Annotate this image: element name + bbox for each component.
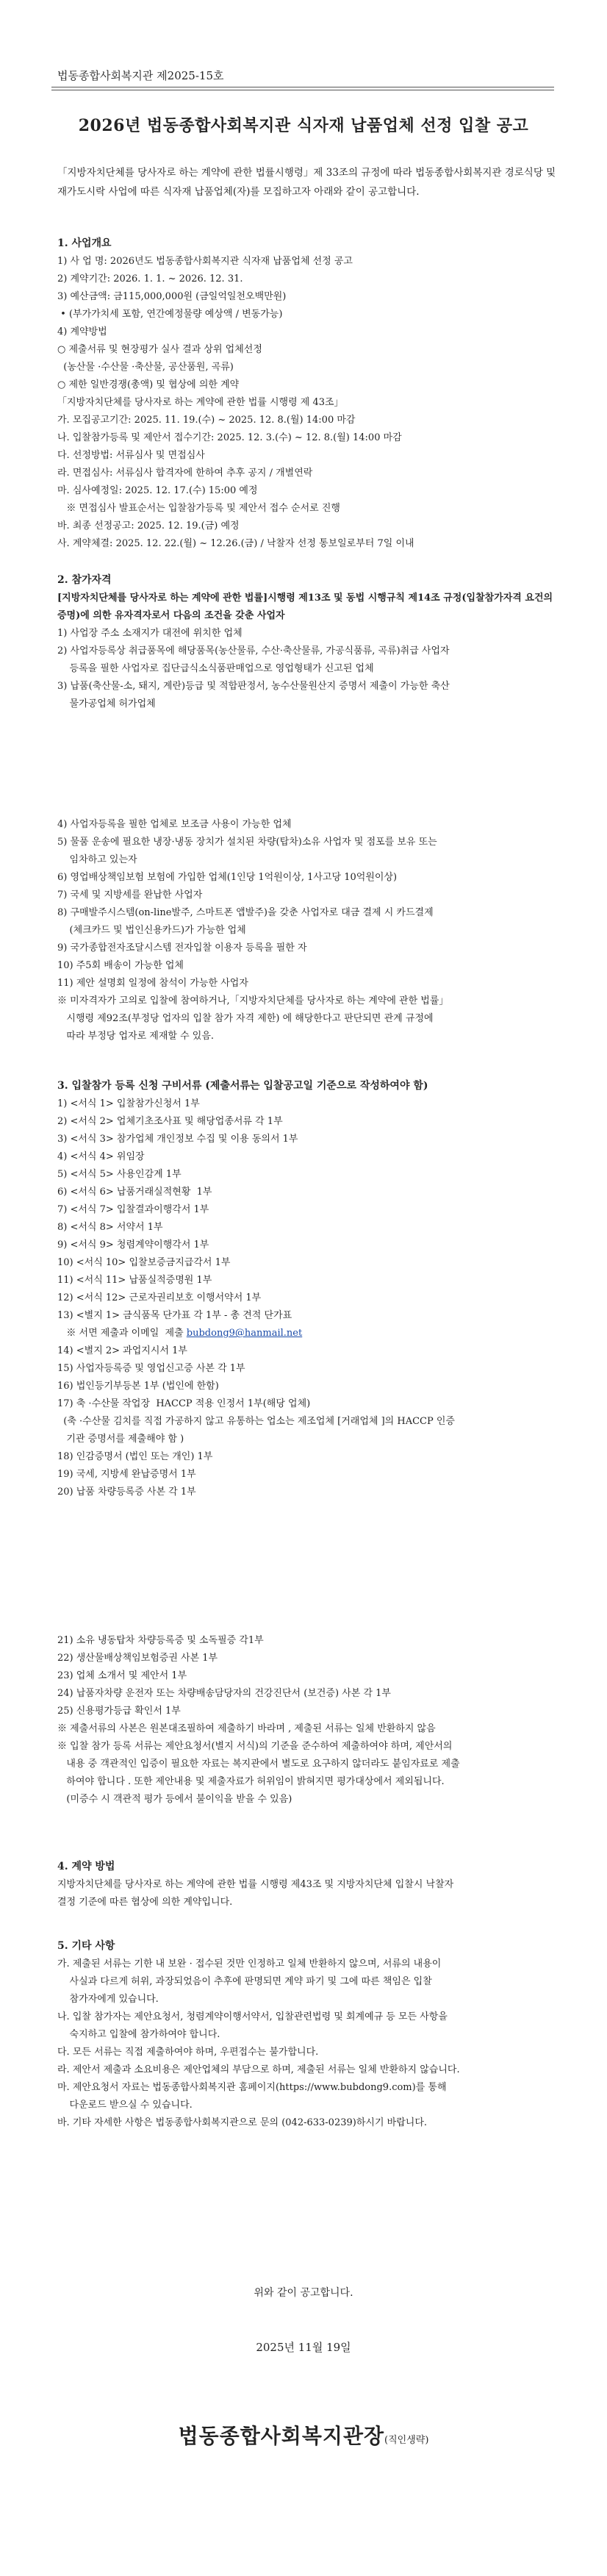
text-line: 1) <서식 1> 입찰참가신청서 1부 xyxy=(57,1098,200,1109)
text-line: 5) 물품 운송에 필요한 냉장·냉동 장치가 설치된 차량(탑차)소유 사업자 및 점포를 보유 또는 xyxy=(57,837,437,848)
section-lines xyxy=(57,1956,557,2132)
text-line: ※ 면접심사 발표순서는 입찰참가등록 및 제안서 접수 순서로 진행 xyxy=(57,503,340,514)
text-line: 6) <서식 6> 납품거래실적현황 1부 xyxy=(57,1187,212,1198)
section-documents-cont xyxy=(57,1632,557,1808)
eligibility-lead: [지방자치단체를 당사자로 하는 계약에 관한 법률]시행령 제13조 및 동법 시행규칙 제14조 규정(입찰참가자격 요건의 증명)에 의한 유자격자로서 다음의 조건을 갖춘 사업자 xyxy=(57,593,556,621)
text-line: 15) 사업자등록증 및 영업신고증 사본 각 1부 xyxy=(57,1363,245,1374)
section-lines xyxy=(57,1095,557,1325)
text-line: 3) 예산금액: 금115,000,000원 (금일억일천오백만원) xyxy=(57,291,287,302)
text-line: 21) 소유 냉동탑차 차량등록증 및 소독필증 각1부 xyxy=(57,1635,264,1646)
text-line: ○ 제출서류 및 현장평가 실사 결과 상위 업체선정 xyxy=(57,344,262,355)
text-line: 19) 국세, 지방세 완납증명서 1부 xyxy=(57,1469,196,1480)
text-line: 나. 입찰참가등록 및 제안서 접수기간: 2025. 12. 3.(수) ~ 12. 8.(월) 14:00 마감 xyxy=(57,432,402,443)
text-line: 9) <서식 9> 청렴계약이행각서 1부 xyxy=(57,1239,209,1251)
text-line: 다. 모든 서류는 직접 제출하여야 하며, 우편접수는 불가합니다. xyxy=(57,2047,319,2058)
text-line: 내용 중 객관적인 입증이 필요한 자료는 복지관에서 별도로 요구하지 않더라도 붙임자료로 제출 xyxy=(57,1759,460,1770)
text-line: ※ 미자격자가 고의로 입찰에 참여하거나,「지방자치단체를 당사자로 하는 계약에 관한 법률」 xyxy=(57,995,449,1006)
text-line: 4) <서식 4> 위임장 xyxy=(57,1151,145,1162)
section-documents xyxy=(57,1076,557,1501)
signature-name: 법동종합사회복지관장 xyxy=(178,2424,385,2448)
section-misc xyxy=(57,1936,557,2132)
text-line: 다. 선정방법: 서류심사 및 면접심사 xyxy=(57,450,205,461)
text-line: (미증수 시 객관적 평가 등에서 불이익을 받을 수 있음) xyxy=(57,1794,292,1805)
text-line: 사실과 다르게 허위, 과장되었음이 추후에 판명되면 계약 파기 및 그에 따른 책임은 입찰 xyxy=(57,1976,432,1987)
section-lines xyxy=(57,816,557,1045)
text-line: 10) <서식 10> 입찰보증금지급각서 1부 xyxy=(57,1257,231,1268)
email-note-text: ※ 서면 제출과 이메일 제출 xyxy=(57,1328,187,1339)
text-line: 10) 주5회 배송이 가능한 업체 xyxy=(57,960,184,971)
intro-text: 「지방자치단체를 당사자로 하는 계약에 관한 법률시행령」제 33조의 규정에 따라 법동종합사회복지관 경로식당 및 재가도시락 사업에 따른 식자재 납품업체(자)를 모집하고자 아래와 같이 공고합니다. xyxy=(57,167,559,198)
section-lines xyxy=(57,625,557,713)
section-contract-method xyxy=(57,1857,557,1911)
text-line: 7) 국세 및 지방세를 완납한 사업자 xyxy=(57,890,203,901)
section-lines xyxy=(57,1876,557,1911)
closing-text: 위와 같이 공고합니다. xyxy=(254,2287,353,2299)
text-line: 23) 업체 소개서 및 제안서 1부 xyxy=(57,1670,187,1681)
text-line: 참가자에게 있습니다. xyxy=(57,1994,159,2005)
text-line: 「지방자치단체를 당사자로 하는 계약에 관한 법률 시행령 제 43조」 xyxy=(57,397,344,408)
text-line: 2) 사업자등록상 취급품목에 해당품목(농산물류, 수산·축산물류, 가공식품류, 곡류)취급 사업자 xyxy=(57,645,450,656)
text-line: 8) <서식 8> 서약서 1부 xyxy=(57,1222,163,1233)
section-lines xyxy=(57,1632,557,1808)
text-line: 22) 생산물배상책임보험증권 사본 1부 xyxy=(57,1653,218,1664)
text-line: 마. 심사예정일: 2025. 12. 17.(수) 15:00 예정 xyxy=(57,485,258,496)
text-line: 24) 납품자차량 운전자 또는 차량배송담당자의 건강진단서 (보건증) 사본 각 1부 xyxy=(57,1688,391,1699)
section-heading: 5. 기타 사항 xyxy=(57,1940,115,1952)
intro-paragraph xyxy=(57,163,557,201)
section-heading: 3. 입찰참가 등록 신청 구비서류 (제출서류는 입찰공고일 기준으로 작성하여야 함) xyxy=(57,1080,428,1092)
section-heading: 2. 참가자격 xyxy=(57,574,112,586)
text-line: 12) <서식 12> 근로자권리보호 이행서약서 1부 xyxy=(57,1292,262,1303)
text-line: 8) 구매발주시스템(on-line발주, 스마트폰 앱발주)을 갖춘 사업자로 대금 결제 시 카드결제 xyxy=(57,907,434,918)
text-line: 사. 계약체결: 2025. 12. 22.(월) ~ 12.26.(금) / 낙찰자 선정 통보일로부터 7일 이내 xyxy=(57,538,414,549)
text-line: 등록을 필한 사업자로 집단급식소식품판매업으로 영업형태가 신고된 업체 xyxy=(57,663,374,674)
email-link[interactable]: bubdong9@hanmail.net xyxy=(186,1328,303,1339)
text-line: 25) 신용평가등급 확인서 1부 xyxy=(57,1706,181,1717)
section-eligibility xyxy=(57,570,557,713)
text-line: ※ 제출서류의 사본은 원본대조필하여 제출하기 바라며 , 제출된 서류는 일체 반환하지 않음 xyxy=(57,1723,436,1734)
text-line: 14) <별지 2> 과업지시서 1부 xyxy=(57,1345,187,1356)
text-line: 3) <서식 3> 참가업체 개인정보 수집 및 이용 동의서 1부 xyxy=(57,1134,298,1145)
text-line: 18) 인감증명서 (법인 또는 개인) 1부 xyxy=(57,1451,213,1462)
text-line: 따라 부정당 업자로 제재할 수 있음. xyxy=(57,1031,215,1042)
seal-omitted-note: (직인생략) xyxy=(384,2435,429,2446)
text-line: 지방자치단체를 당사자로 하는 계약에 관한 법률 시행령 제43조 및 지방자치단체 입찰시 낙찰자 xyxy=(57,1879,454,1890)
text-line: 16) 법인등기부등본 1부 (법인에 한함) xyxy=(57,1381,219,1392)
text-line: 1) 사업장 주소 소재지가 대전에 위치한 업체 xyxy=(57,628,243,639)
section-overview xyxy=(57,234,557,553)
email-submission-note xyxy=(57,1325,557,1342)
text-line: 임차하고 있는자 xyxy=(57,854,137,865)
text-line: 13) <별지 1> 금식품목 단가표 각 1부 - 총 견적 단가표 xyxy=(57,1310,292,1321)
text-line: ○ 제한 일반경쟁(총액) 및 협상에 의한 계약 xyxy=(57,379,240,390)
text-line: 바. 기타 자세한 사항은 법동종합사회복지관으로 문의 (042-633-0239)하시기 바랍니다. xyxy=(57,2117,428,2128)
text-line: 가. 모집공고기간: 2025. 11. 19.(수) ~ 2025. 12. 8.(월) 14:00 마감 xyxy=(57,415,356,426)
text-line: 다운로드 받으실 수 있습니다. xyxy=(57,2100,193,2111)
section-heading: 1. 사업개요 xyxy=(57,237,112,249)
text-line: 물가공업체 허가업체 xyxy=(57,698,156,709)
text-line: (체크카드 및 법인신용카드)가 가능한 업체 xyxy=(57,925,246,936)
document-number: 법동종합사회복지관 제2025-15호 xyxy=(57,69,224,82)
text-line: 숙지하고 입찰에 참가하여야 합니다. xyxy=(57,2029,220,2040)
text-line: 2) <서식 2> 업체기초조사표 및 해당업종서류 각 1부 xyxy=(57,1116,283,1127)
text-line: (농산물 ·수산물 ·축산물, 공산품원, 곡류) xyxy=(57,362,234,373)
section-eligibility-cont xyxy=(57,816,557,1045)
text-line: 5) <서식 5> 사용인감계 1부 xyxy=(57,1169,182,1180)
text-line: 기관 증명서를 제출해야 함 ) xyxy=(57,1434,184,1445)
signature xyxy=(0,2420,607,2450)
text-line: 시행령 제92조(부정당 업자의 입찰 참가 자격 제한) 에 해당한다고 판단되면 관계 규정에 xyxy=(57,1013,434,1024)
announcement-date: 2025년 11월 19일 xyxy=(256,2341,351,2354)
text-line: ※ 입찰 참가 등록 서류는 제안요청서(별지 서식)의 기준을 준수하여 제출하여야 하며, 제안서의 xyxy=(57,1741,453,1752)
text-line: 라. 면접심사: 서류심사 합격자에 한하여 추후 공지 / 개별연락 xyxy=(57,468,313,479)
document-title: 2026년 법동종합사회복지관 식자재 납품업체 선정 입찰 공고 xyxy=(78,116,529,135)
text-line: 가. 제출된 서류는 기한 내 보완 · 접수된 것만 인정하고 일체 반환하지 않으며, 서류의 내용이 xyxy=(57,1958,442,1969)
text-line: 4) 사업자등록을 필한 업체로 보조금 사용이 가능한 업체 xyxy=(57,819,292,830)
text-line: 1) 사 업 명: 2026년도 법동종합사회복지관 식자재 납품업체 선정 공고 xyxy=(57,256,353,267)
text-line: 7) <서식 7> 입찰결과이행각서 1부 xyxy=(57,1204,209,1215)
section-lines xyxy=(57,253,557,553)
text-line: 4) 계약방법 xyxy=(57,326,107,337)
text-line: 11) <서식 11> 납품실적증명원 1부 xyxy=(57,1275,212,1286)
text-line: 바. 최종 선정공고: 2025. 12. 19.(금) 예정 xyxy=(57,520,240,532)
text-line: 결정 기준에 따른 협상에 의한 계약입니다. xyxy=(57,1897,233,1908)
text-line: 3) 납품(축산물-소, 돼지, 계란)등급 및 적합판정서, 농수산물원산지 증명서 제출이 가능한 축산 xyxy=(57,681,450,692)
text-line: 20) 납품 차량등록증 사본 각 1부 xyxy=(57,1486,196,1498)
text-line: 나. 입찰 참가자는 제안요청서, 청렴계약이행서약서, 입찰관련법령 및 회계예규 등 모든 사항을 xyxy=(57,2011,448,2022)
text-line: (축 ·수산물 김치를 직접 가공하지 않고 유통하는 업소는 제조업체 [거래업체 ]의 HACCP 인증 xyxy=(57,1416,455,1427)
text-line: 6) 영업배상책임보험 보험에 가입한 업체(1인당 1억원이상, 1사고당 10억원이상) xyxy=(57,872,398,883)
text-line: 17) 축 ·수산물 작업장 HACCP 적용 인정서 1부(해당 업체) xyxy=(57,1398,311,1409)
section-lines xyxy=(57,1342,557,1501)
text-line: 2) 계약기간: 2026. 1. 1. ~ 2026. 12. 31. xyxy=(57,273,243,285)
text-line: • (부가가치세 포함, 연간예정물량 예상액 / 변동가능) xyxy=(57,309,283,320)
text-line: 마. 제안요청서 자료는 법동종합사회복지관 홈페이지(https://www.bubdong9.com)를 통해 xyxy=(57,2082,447,2093)
text-line: 라. 제안서 제출과 소요비용은 제안업체의 부담으로 하며, 제출된 서류는 일체 반환하지 않습니다. xyxy=(57,2064,460,2075)
text-line: 하여야 합니다 . 또한 제안내용 및 제출자료가 허위임이 밝혀지면 평가대상에서 제외됩니다. xyxy=(57,1776,445,1787)
text-line: 9) 국가종합전자조달시스템 전자입찰 이용자 등록을 필한 자 xyxy=(57,942,307,954)
text-line: 11) 제안 설명회 일정에 참석이 가능한 사업자 xyxy=(57,978,248,989)
section-heading: 4. 계약 방법 xyxy=(57,1861,115,1872)
